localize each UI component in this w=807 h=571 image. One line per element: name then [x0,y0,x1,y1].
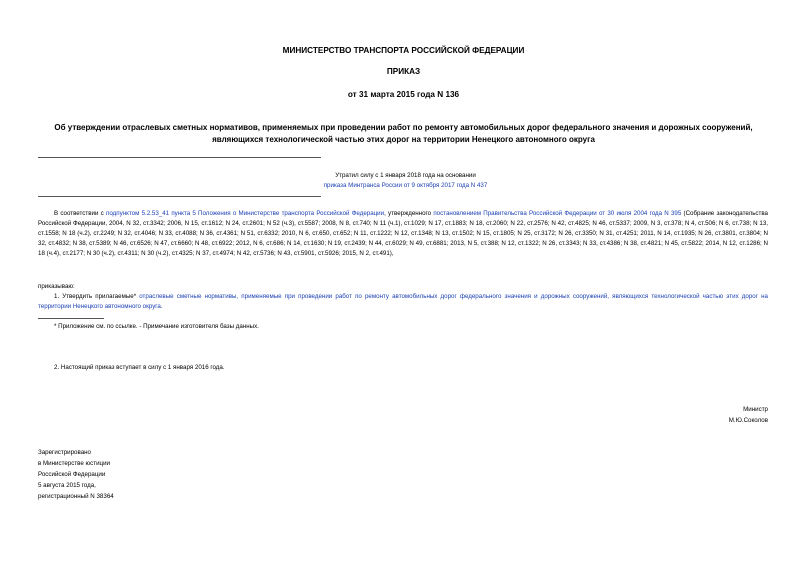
registration-line-3: Российской Федерации [38,471,106,478]
status-line: Утратил силу с 1 января 2018 года на основании [335,172,476,179]
repeal-order-link[interactable]: приказа Минтранса России от 9 октября 2017 года N 437 [323,182,488,189]
registration-line-5: регистрационный N 38364 [38,493,114,500]
preamble-mid: , утвержденного [384,210,434,217]
registration-line-4: 5 августа 2015 года, [38,482,96,489]
footnote-text: * Приложение см. по ссылке. - Примечание изготовителя базы данных. [54,323,259,330]
item-1-lead: 1. Утвердить прилагаемые* [54,293,140,300]
preamble-paragraph [38,209,768,259]
norms-link[interactable]: отраслевые сметные нормативы, применяемые при проведении работ по ремонту автомобильных дорог федерального значения и дорожных сооружений, являющихся технологической частью этих дорог на территории Ненецкого автономного округа [38,293,768,310]
government-decree-link[interactable]: постановлением Правительства Российской Федерации от 30 июля 2004 года N 395 [433,210,682,217]
ministry-heading: МИНИСТЕРСТВО ТРАНСПОРТА РОССИЙСКОЙ ФЕДЕРАЦИИ [282,46,525,55]
footnote-divider [38,318,104,319]
registration-line-2: в Министерстве юстиции [38,460,111,467]
divider-bottom [38,196,321,197]
footnote [38,322,768,332]
doc-type-heading: ПРИКАЗ [386,67,421,76]
item-2-text: 2. Настоящий приказ вступает в силу с 1 января 2016 года. [54,364,225,371]
item-2-paragraph [38,363,768,373]
signature-position: Министр [743,406,768,413]
preamble-lead: В соответствии с [54,210,106,217]
regulation-link[interactable]: подпунктом 5.2.53_41 пункта 5 Положения о Министерстве транспорта Российской Федерации [105,210,385,217]
doc-title: Об утверждении отраслевых сметных нормативов, применяемых при проведении работ по ремонту автомобильных дорог федерального значения и дорожных сооружений, являющихся технологической частью этих дорог на территории Ненецкого автономного округа [54,123,753,144]
item-1-end: . [160,303,163,310]
status-link-line [38,182,773,189]
order-word: приказываю: [38,283,75,290]
doc-date: от 31 марта 2015 года N 136 [347,90,460,99]
item-1-paragraph [38,292,768,312]
registration-line-1: Зарегистрировано [38,449,91,456]
signature-name: М.Ю.Соколов [728,417,768,424]
divider-top [38,157,321,158]
preamble-rest: (Собрание законодательства Российской Федерации, 2004, N 32, ст.3342; 2006, N 15, ст.1612; N 24, ст.2601; N 52 (ч.3), ст.5587; 2008, N 8, ст.740; N 11 (ч.1), ст.1029; N 17, ст.1883; N 18, ст.2060; N 22, ст.2576; N 42, ст.4825; N 46, ст.5337; 2009, N 3, ст.378; N 4, ст.506; N 6, ст.738; N 13, ст.1558; N 18 (ч.2), ст.2249; N 32, ст.4046; N 33, ст.4088; N 36, ст.4361; N 51, ст.6332; 2010, N 6, ст.650, ст.652; N 11, ст.1222; N 12, ст.1348; N 13, ст.1502; N 15, ст.1805; N 25, ст.3172; N 26, ст.3350; N 31, ст.4251; 2011, N 14, ст.1935; N 26, ст.3801, ст.3804; N 32, ст.4832; N 38, ст.5389; N 46, ст.6526; N 47, ст.6660; N 48, ст.6922; 2012, N 6, ст.686; N 14, ст.1630; N 19, ст.2439; N 44, ст.6029; N 49, ст.6881; 2013, N 5, ст.388; N 12, ст.1322; N 26, ст.3343; N 33, ст.4386; N 38, ст.4821; N 45, ст.5822; 2014, N 12, ст.1286; N 18 (ч.4), ст.2177; N 30 (ч.2), ст.4311; N 30 (ч.2), ст.4325; N 37, ст.4974; N 42, ст.5736; N 43, ст.5901, ст.5926; 2015, N 2, ст.491), [38,210,769,257]
